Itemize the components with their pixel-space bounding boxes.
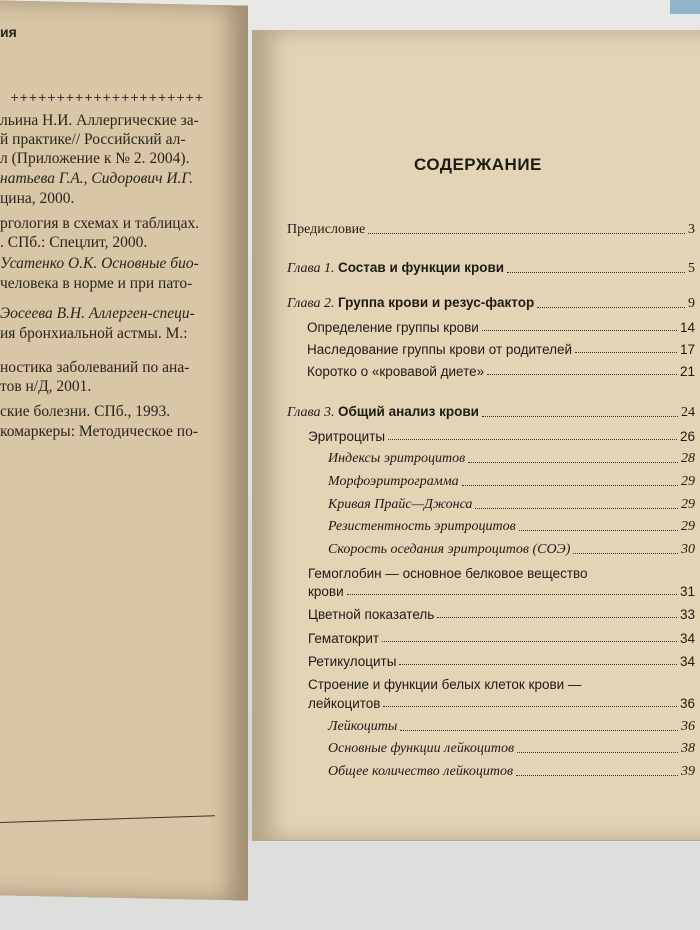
toc-entry-label-line2: лейкоцитов	[308, 696, 381, 711]
toc-entry-label: Скорость оседания эритроцитов (СОЭ)	[328, 542, 571, 557]
toc-entry	[307, 320, 695, 335]
toc-entry-page: 26	[679, 429, 695, 444]
toc-entry-page: 29	[681, 474, 695, 489]
toc-entry-page: 33	[679, 607, 695, 622]
left-line: ские болезни. СПб., 1993.	[0, 403, 171, 420]
toc-leader-dots	[368, 233, 685, 234]
toc-leader-dots	[575, 352, 677, 353]
toc-leader-dots	[382, 641, 677, 642]
toc-entry-label: Эритроциты	[308, 429, 386, 444]
left-star-divider: +++++++++++++++++++++	[10, 91, 204, 104]
toc-entry	[307, 364, 695, 379]
toc-entry-label: Ретикулоциты	[308, 654, 397, 669]
toc-chapter	[287, 260, 695, 277]
toc-leader-dots	[437, 617, 677, 618]
toc-entry-page: 14	[679, 320, 695, 335]
toc-entry-page: 34	[679, 654, 695, 669]
toc-chapter	[287, 295, 695, 312]
toc-entry-page: 38	[681, 741, 695, 756]
toc-entry-label: Предисловие	[287, 222, 366, 237]
toc-entry-label: Гематокрит	[308, 631, 380, 646]
left-line: льина Н.И. Аллергические за-	[0, 112, 199, 129]
toc-chapter-prefix: Глава 1.	[287, 261, 335, 276]
toc-entry-label: Морфоэритрограмма	[328, 474, 459, 489]
left-line: ия бронхиальной астмы. М.:	[0, 325, 188, 342]
toc-entry-label: Группа крови и резус-фактор	[337, 295, 535, 310]
toc-entry-label: Общий анализ крови	[337, 404, 479, 419]
left-line: тов н/Д, 2001.	[0, 378, 92, 395]
toc-leader-dots	[519, 530, 678, 531]
toc-entry-label: Резистентность эритроцитов	[328, 519, 516, 534]
toc-entry	[287, 222, 695, 238]
toc-entry-label: Наследование группы крови от родителей	[307, 342, 573, 357]
left-line: й практике// Российский ал-	[0, 131, 186, 148]
toc-entry-page: 39	[681, 764, 695, 779]
left-line: л (Приложение к № 2. 2004).	[0, 150, 190, 167]
toc-leader-dots	[507, 272, 685, 273]
left-line: Усатенко О.К. Основные био-	[0, 255, 199, 272]
toc-leader-dots	[388, 439, 677, 440]
toc-leader-dots	[482, 416, 678, 417]
toc-entry-label: Индексы эритроцитов	[328, 451, 466, 466]
toc-entry-label: Лейкоциты	[328, 719, 398, 734]
toc-leader-dots	[517, 752, 678, 753]
toc-entry-label: Коротко о «кровавой диете»	[307, 364, 485, 379]
toc-entry-page: 9	[688, 296, 695, 311]
toc-entry-page: 29	[681, 519, 695, 534]
toc-entry-label: Общее количество лейкоцитов	[328, 764, 514, 779]
left-line: ргология в схемах и таблицах.	[0, 215, 200, 232]
left-line: комаркеры: Методическое по-	[0, 423, 198, 440]
left-line: . СПб.: Спецлит, 2000.	[0, 234, 148, 251]
toc-entry	[307, 342, 695, 357]
toc-subentry	[328, 542, 695, 558]
toc-entry-page: 21	[679, 364, 695, 379]
left-running-head: ия	[0, 24, 17, 40]
toc-entry-page: 36	[679, 696, 695, 711]
toc-entry-page: 17	[679, 342, 695, 357]
left-line: цина, 2000.	[0, 190, 75, 207]
toc-entry-page: 24	[681, 405, 695, 420]
toc-entry-label: Основные функции лейкоцитов	[328, 741, 515, 756]
toc-entry-label-line1: Строение и функции белых клеток крови —	[308, 677, 582, 692]
toc-entry-page: 29	[681, 497, 695, 512]
toc-entry-label-line1: Гемоглобин — основное белковое вещество	[308, 566, 588, 581]
toc-leader-dots	[537, 307, 685, 308]
toc-leader-dots	[347, 594, 677, 595]
toc-entry	[308, 607, 695, 622]
left-line: человека в норме и при пато-	[0, 275, 193, 292]
toc-entry	[308, 654, 695, 669]
toc-chapter-prefix: Глава 2.	[287, 296, 335, 311]
toc-entry-page: 31	[679, 584, 695, 599]
toc-entry-page: 30	[681, 542, 695, 557]
toc-leader-dots	[516, 775, 678, 776]
toc-leader-dots	[400, 730, 678, 731]
toc-leader-dots	[573, 553, 678, 554]
toc-subentry	[328, 451, 695, 467]
toc-chapter	[287, 404, 695, 421]
toc-entry-page: 36	[681, 719, 695, 734]
toc-entry-label: Кривая Прайс—Джонса	[328, 497, 473, 512]
toc-entry	[308, 584, 695, 599]
toc-entry	[308, 696, 695, 711]
toc-subentry	[328, 741, 695, 757]
toc-subentry	[328, 719, 695, 735]
left-line: Эосеева В.Н. Аллерген-специ-	[0, 305, 195, 322]
toc-entry-label-line2: крови	[308, 584, 344, 599]
toc-entry-page: 3	[688, 222, 695, 237]
toc-entry-page: 5	[688, 261, 695, 276]
left-line: натьева Г.А., Сидорович И.Г.	[0, 170, 193, 187]
toc-entry-label: Цветной показатель	[308, 607, 435, 622]
toc-leader-dots	[468, 462, 678, 463]
toc-entry	[308, 429, 695, 444]
toc-subentry	[328, 474, 695, 490]
toc-leader-dots	[482, 330, 677, 331]
toc-leader-dots	[475, 508, 678, 509]
toc-subentry	[328, 497, 695, 513]
toc-leader-dots	[383, 706, 676, 707]
toc-subentry	[328, 519, 695, 535]
toc-chapter-prefix: Глава 3.	[287, 405, 335, 420]
toc-title: СОДЕРЖАНИЕ	[414, 155, 542, 174]
toc-entry-page: 28	[681, 451, 695, 466]
toc-entry	[308, 631, 695, 646]
toc-entry-label: Определение группы крови	[307, 320, 479, 335]
toc-leader-dots	[399, 664, 677, 665]
toc-subentry	[328, 764, 695, 780]
left-line: ностика заболеваний по ана-	[0, 359, 190, 376]
toc-entry-page: 34	[679, 631, 695, 646]
toc-leader-dots	[487, 374, 677, 375]
toc-leader-dots	[462, 485, 678, 486]
toc-entry-label: Состав и функции крови	[337, 260, 505, 275]
